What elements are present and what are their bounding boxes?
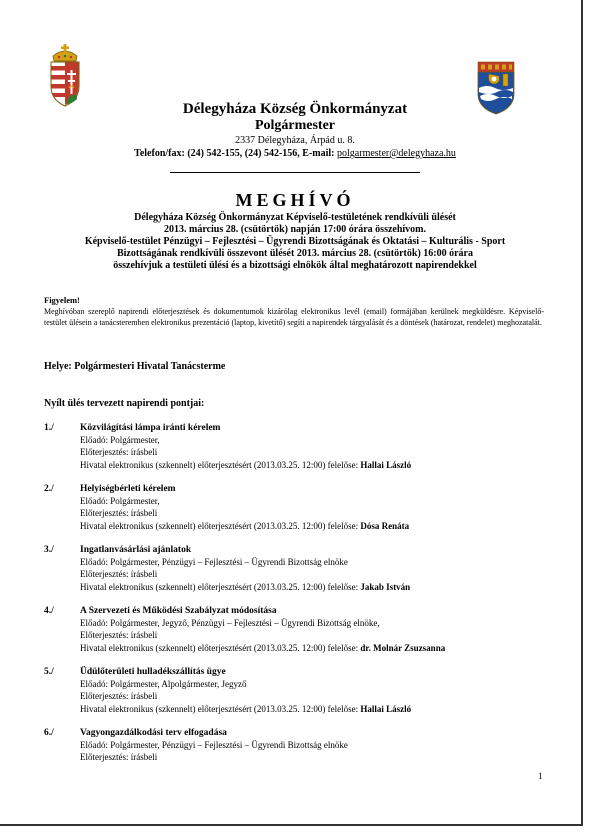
agenda-item-title: Üdülőterületi hulladékszállítás ügye	[80, 667, 226, 677]
agenda-item-submission: Előterjesztés: írásbeli	[80, 508, 158, 519]
agenda-item-presenter: Előadó: Polgármester, Pénzügyi – Fejlesztési – Ügyrendi Bizottság elnöke	[80, 740, 348, 751]
agenda-item-submission: Előterjesztés: írásbeli	[80, 569, 158, 580]
notice-block	[44, 295, 544, 328]
invitation-line-1: Délegyháza Község Önkormányzat Képviselő-testületének rendkívüli ülését	[134, 212, 456, 223]
organization-subtitle: Polgármester	[254, 118, 336, 133]
responsible-name: Hallai László	[360, 703, 412, 714]
agenda-item-responsible: Hivatal elektronikus (szkennelt) előterjesztésért (2013.03.25. 12:00) felelőse: Hallai László	[80, 703, 412, 714]
agenda-item-title: Helyiségbérleti kérelem	[80, 484, 176, 494]
meeting-place: Helye: Polgármesteri Hivatal Tanácsterme	[44, 361, 226, 372]
page-number: 1	[538, 771, 543, 781]
notice-title: Figyelem!	[44, 295, 80, 305]
email-link[interactable]: polgarmester@delegyhaza.hu	[337, 148, 456, 159]
agenda-item-presenter: Előadó: Polgármester, Jegyző, Pénzügyi – Fejlesztési – Ügyrendi Bizottság elnöke,	[80, 618, 380, 629]
invitation-line-5: összehívjuk a testületi ülési és a bizottsági elnökök által meghatározott napirendekkel	[113, 260, 477, 271]
agenda-item-title: A Szervezeti és Működési Szabályzat módosítása	[80, 606, 277, 616]
header-divider	[170, 172, 420, 173]
agenda-item-submission: Előterjesztés: írásbeli	[80, 691, 158, 702]
agenda-item-number: 3./	[44, 545, 54, 555]
agenda-item-number: 6./	[44, 728, 54, 738]
agenda-item-title: Vagyongazdálkodási terv elfogadása	[80, 728, 227, 738]
organization-title: Délegyháza Község Önkormányzat	[182, 101, 408, 117]
responsible-name: dr. Molnár Zsuzsanna	[360, 642, 446, 653]
agenda-item-title: Közvilágítási lámpa iránti kérelem	[80, 423, 221, 433]
invitation-line-2: 2013. március 28. (csütörtök) napján 17:00 órára összehívom.	[163, 224, 427, 235]
agenda-item-number: 2./	[44, 484, 54, 494]
agenda-item-submission: Előterjesztés: írásbeli	[80, 447, 158, 458]
postal-address: 2337 Délegyháza, Árpád u. 8.	[235, 135, 355, 146]
agenda-item-submission: Előterjesztés: írásbeli	[80, 630, 158, 641]
contact-line	[0, 148, 590, 159]
invitation-line-3: Képviselő-testület Pénzügyi – Fejlesztési – Ügyrendi Bizottságának és Oktatási – Kulturális - Sport	[84, 236, 506, 247]
agenda-item-number: 5./	[44, 667, 54, 677]
responsible-name: Dósa Renáta	[360, 520, 410, 531]
agenda-heading: Nyílt ülés tervezett napirendi pontjai:	[44, 398, 205, 409]
agenda-item-responsible: Hivatal elektronikus (szkennelt) előterjesztésért (2013.03.25. 12:00) felelőse: Jakab István	[80, 581, 411, 592]
notice-body: Meghívóban szereplő napirendi előterjesztések és dokumentumok kizárólag elektronikus levél (email) formájában kerülnek megküldésre. Képviselő-testület ülésein a tanácsteremben elektronikus prezentáció (laptop, kivetítő) segíti a napirendek tárgyalását és a döntések (határozat, rendelet) meghozatalát.	[44, 307, 544, 327]
responsible-name: Hallai László	[360, 459, 412, 470]
agenda-item-presenter: Előadó: Polgármester,	[80, 435, 160, 446]
agenda-item-submission: Előterjesztés: írásbeli	[80, 752, 158, 763]
agenda-item-number: 1./	[44, 423, 54, 433]
phone-fax-label: Telefon/fax: (24) 542-155, (24) 542-156, E-mail:	[134, 148, 338, 159]
agenda-item-title: Ingatlanvásárlási ajánlatok	[80, 545, 192, 555]
agenda-item-number: 4./	[44, 606, 54, 616]
invitation-heading: MEGHÍVÓ	[235, 190, 355, 210]
agenda-item-responsible: Hivatal elektronikus (szkennelt) előterjesztésért (2013.03.25. 12:00) felelőse: Hallai László	[80, 459, 412, 470]
agenda-item-presenter: Előadó: Polgármester,	[80, 496, 160, 507]
responsible-name: Jakab István	[360, 581, 411, 592]
hungarian-coat-of-arms-icon	[45, 42, 85, 108]
agenda-item-responsible: Hivatal elektronikus (szkennelt) előterjesztésért (2013.03.25. 12:00) felelőse: Dósa Renáta	[80, 520, 410, 531]
agenda-item-presenter: Előadó: Polgármester, Pénzügyi – Fejlesztési – Ügyrendi Bizottság elnöke	[80, 557, 348, 568]
invitation-line-4: Bizottságának rendkívüli összevont ülését 2013. március 28. (csütörtök) 16:00 órára	[116, 248, 473, 259]
agenda-item-presenter: Előadó: Polgármester, Alpolgármester, Jegyző	[80, 679, 247, 690]
agenda-item-responsible: Hivatal elektronikus (szkennelt) előterjesztésért (2013.03.25. 12:00) felelőse: dr. Molnár Zsuzsanna	[80, 642, 446, 653]
